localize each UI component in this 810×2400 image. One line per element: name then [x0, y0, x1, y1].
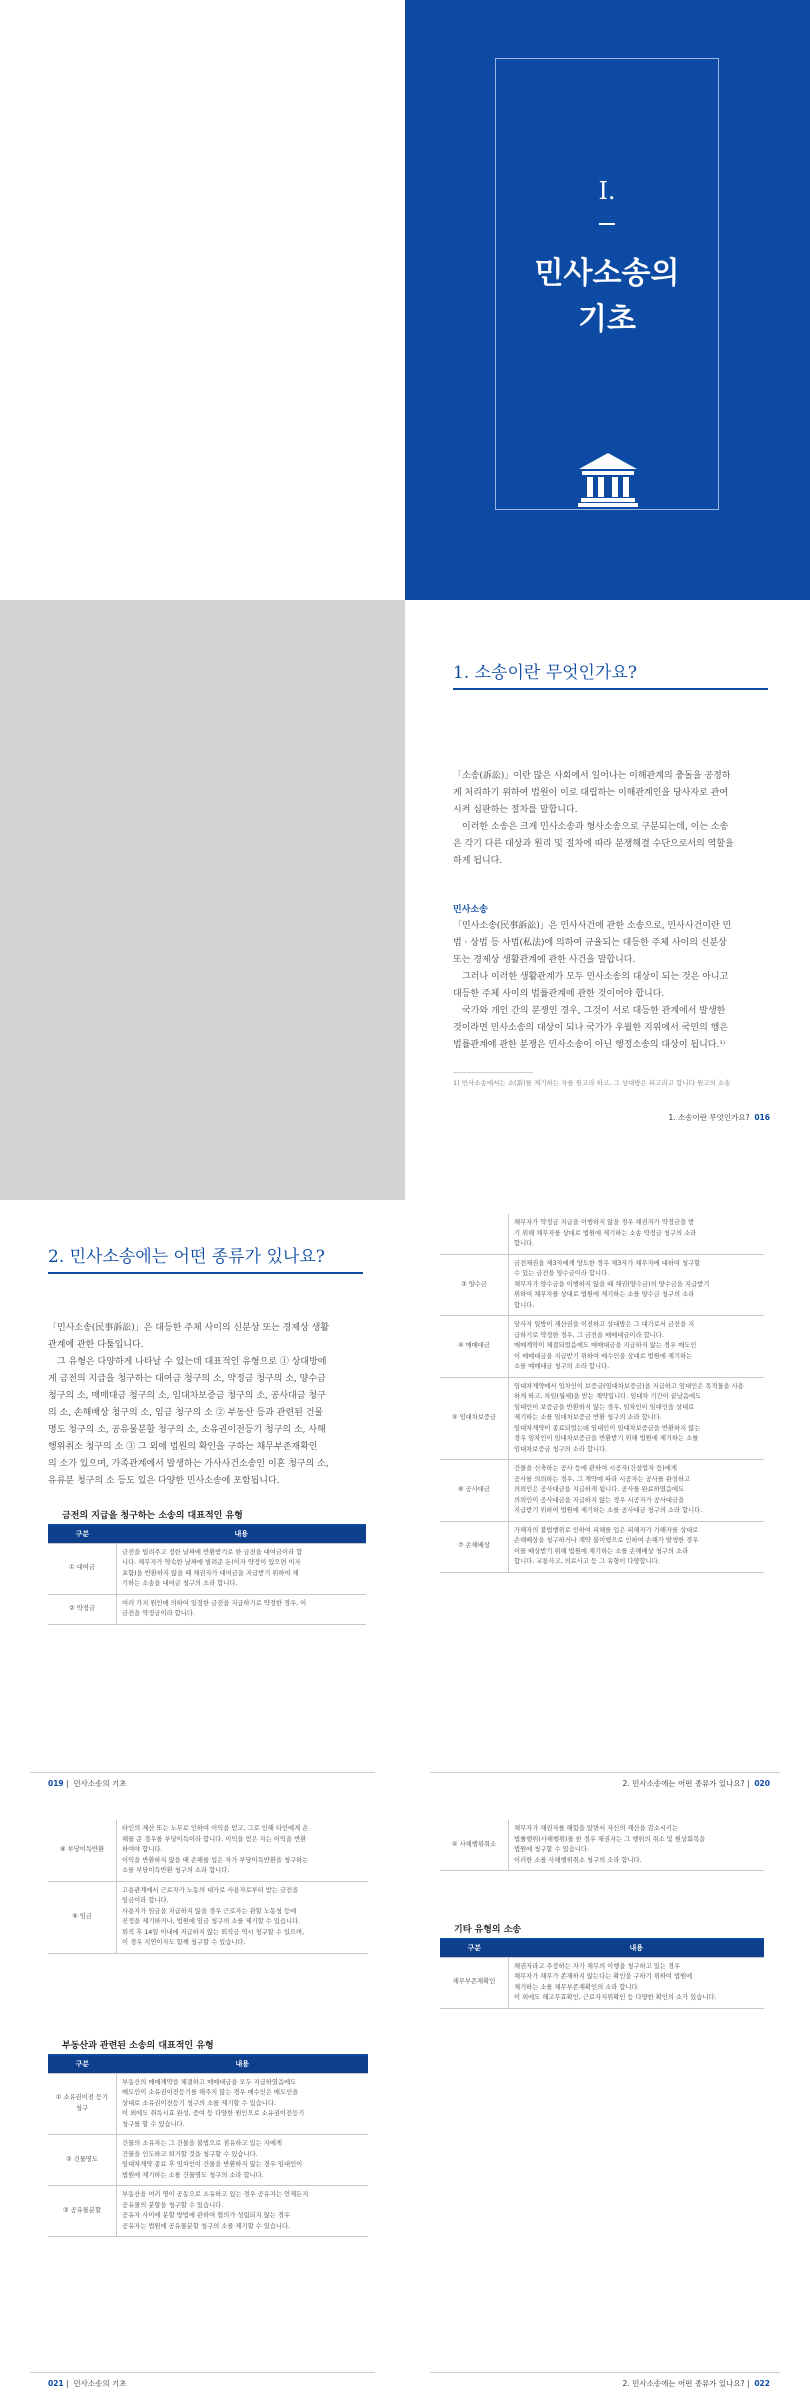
page-number: 020	[754, 1779, 770, 1788]
money-claim-table	[48, 1526, 366, 1625]
table-row	[440, 1377, 764, 1460]
text-line: 명도 청구의 소, 공유물분할 청구의 소, 소유권이전등기 청구의 소, 사해	[48, 1425, 326, 1435]
text-line: 법률관계에 관한 분쟁은 민사소송이 아닌 행정소송의 대상이 됩니다.¹⁾	[453, 1040, 726, 1050]
text-line: 시켜 심판하는 절차를 말합니다.	[453, 805, 578, 815]
text-line: 청구의 소, 매매대금 청구의 소, 임대차보증금 청구의 소, 공사대금 청구	[48, 1391, 326, 1401]
page-footer-left: 019 | 민사소송의 기초	[48, 1779, 127, 1788]
other-types-table	[440, 1940, 764, 2009]
blank-left-page	[0, 600, 405, 1200]
text-line: 의 소, 손해배상 청구의 소, 임금 청구의 소 ② 부동산 등과 관련된 건물	[48, 1408, 324, 1418]
real-estate-table	[48, 2056, 368, 2237]
col-header-category: 구분	[48, 2056, 117, 2073]
row-value: 타인의 재산 또는 노무로 인하여 이익을 얻고, 그로 인해 타인에게 손 해를 준 경우를 부당이득이라 합니다. 이익을 얻은 자는 이익을 반환 하여야 합니다. 이익을 반환하지 않을 때 손해를 입은 자가 부당이득반환을 청구하는 소를 부당이득반환 청구의 소라 합니다.	[117, 1820, 369, 1881]
chapter-cover-spread	[0, 0, 810, 600]
row-value: 채권자라고 주장하는 자가 채무의 이행을 청구하고 있는 경우 채무자가 채무가 존재하지 않는다는 확인을 구하기 위하여 법원에 제기하는 소를 채무부존재확인의 소라 합니다. 이 외에도 해고무효확인, 근로자지위확인 등 다양한 확인의 소가 있습니다.	[509, 1957, 765, 2008]
footer-rule	[30, 1772, 375, 1773]
text-line: 행위취소 청구의 소 ③ 그 외에 법원의 확인을 구하는 채무부존재확인	[48, 1442, 318, 1452]
row-value: 여러 가지 원인에 의하여 일정한 금전을 지급하기로 약정한 경우, 이 금전을 약정금이라 합니다.	[117, 1594, 367, 1624]
page-footer-right: 2. 민사소송에는 어떤 종류가 있나요? | 022	[622, 2379, 770, 2388]
footnote: 1) 민사소송에서는 소(訴)를 제기하는 자를 원고라 하고, 그 상대방은 피고라고 합니다 원고의 소송	[453, 1079, 731, 1087]
row-value: 건물의 소유자는 그 건물을 불법으로 점유하고 있는 자에게 건물을 인도하고 퇴거할 것을 청구할 수 있습니다. 임대차계약 종료 후 임차인이 건물을 반환하지 않는 경우 임대인이 법원에 제기하는 소를 건물명도 청구의 소라 합니다.	[117, 2135, 369, 2186]
footer-rule	[430, 1772, 780, 1773]
sub-heading-civil-suit: 민사소송	[453, 905, 488, 915]
table-title-real-estate: 부동산과 관련된 소송의 대표적인 유형	[62, 2041, 214, 2051]
chapter-title-line1: 민사소송의	[534, 256, 680, 291]
chapter-frame	[495, 58, 719, 510]
row-value: 채무자가 약정금 지급을 이행하지 않을 경우 채권자가 약정금을 받 기 위해 채무자를 상대로 법원에 제기하는 소송 약정금 청구의 소라 합니다.	[509, 1214, 765, 1254]
row-value: 금전을 빌려주고 정한 날짜에 반환받기로 한 금전을 대여금이라 합 니다. 채무자가 약속한 날짜에 빌려준 돈(이자 약정이 있으면 이자 포함)을 반환하지 않을 때 채권자가 대여금을 지급받기 위하여 제 기하는 소송을 대여금 청구의 소라 합니다.	[117, 1543, 367, 1594]
text-line: 또는 경제상 생활관계에 관한 사건을 말합니다.	[453, 955, 636, 965]
row-value: 고용관계에서 근로자가 노동의 대가로 사용자로부터 받는 금전을 임금이라 합니다. 사용자가 임금을 지급하지 않을 경우 근로자는 관할 노동청 등에 진정을 제기하거나, 법원에 임금 청구의 소를 제기할 수 있습니다. 퇴직 후 14일 이내에 지급하지 않는 퇴직금 역시 청구할 수 있으며, 이 경우 지연이자도 함께 청구할 수 있습니다.	[117, 1881, 369, 1953]
page-number: 019	[48, 1779, 64, 1788]
row-value: 가해자의 불법행위로 인하여 피해를 입은 피해자가 가해자를 상대로 손해배상을 청구하거나 계약 불이행으로 인하여 손해가 발생한 경우 이를 배상받기 위해 법원에 제기하는 소를 손해배상 청구의 소라 합니다. 교통사고, 의료사고 등 그 유형이 다양합니다.	[509, 1521, 765, 1572]
row-value: 금전채권을 제3자에게 양도한 경우 제3자가 채무자에 대하여 청구할 수 있는 금전을 양수금이라 합니다. 채무자가 양수금을 이행하지 않을 때 채권(양수금)의 양수금을 지급받기 위하여 채무자를 상대로 법원에 제기하는 소를 양수금 청구의 소라 합니다.	[509, 1254, 765, 1316]
spread-019-020	[0, 1200, 810, 1800]
row-key: ③ 양수금	[440, 1254, 509, 1316]
footer-label: 2. 민사소송에는 어떤 종류가 있나요?	[622, 1779, 745, 1788]
chapter-cover-panel	[405, 0, 810, 600]
text-line: 「소송(訴訟)」이란 많은 사회에서 일어나는 이해관계의 충돌을 공정하	[453, 771, 731, 781]
row-key: ⑨ 임금	[48, 1881, 117, 1953]
text-line: 법 · 상법 등 사법(私法)에 의하여 규율되는 대등한 주체 사이의 신분상	[453, 938, 727, 948]
text-line: 그 유형은 다양하게 나타날 수 있는데 대표적인 유형으로 ① 상대방에	[57, 1357, 327, 1367]
chapter-title	[496, 251, 718, 343]
text-line: 관계에 관한 다툼입니다.	[48, 1340, 144, 1350]
text-line: 「민사소송(民事訴訟)」은 대등한 주체 사이의 신분상 또는 경제상 생활	[48, 1323, 330, 1333]
heading-underline	[48, 1272, 363, 1274]
page-number: 022	[754, 2379, 770, 2388]
page-016	[405, 600, 810, 1200]
row-value: 임대차계약에서 임차인이 보증금(임대차보증금)을 지급하고 임대인은 목적물을 사용 하게 하고, 차임(월세)을 받는 계약입니다. 임대차 기간이 끝났음에도 임대인이 보증금을 반환하지 않는 경우, 임차인이 임대인을 상대로 제기하는 소를 임대차보증금 반환 청구의 소라 합니다. 임대차계약이 종료되었는데 임대인이 임대차보증금을 반환하지 않는 경우 임차인이 임대차보증금을 반환받기 위해 법원에 제기하는 소를 임대차보증금 청구의 소라 합니다.	[509, 1377, 765, 1460]
table-row	[440, 1460, 764, 1522]
footer-rule	[30, 2372, 375, 2373]
table-row	[48, 2186, 368, 2237]
page-number: 016	[754, 1113, 770, 1122]
row-key	[440, 1214, 509, 1254]
row-key: ④ 매매대금	[440, 1316, 509, 1378]
row-key: ④ 사해행위취소	[440, 1820, 509, 1871]
table-title-money: 금전의 지급을 청구하는 소송의 대표적인 유형	[62, 1511, 243, 1521]
row-key: ③ 공유물분할	[48, 2186, 117, 2237]
table-row	[440, 1316, 764, 1378]
table-row	[48, 1820, 368, 1881]
spread-021-022	[0, 1800, 810, 2400]
col-header-content: 내용	[117, 1526, 367, 1543]
section-heading-2: 2. 민사소송에는 어떤 종류가 있나요?	[48, 1247, 325, 1267]
page-footer-left: 021 | 민사소송의 기초	[48, 2379, 127, 2388]
footnote-rule	[453, 1072, 533, 1073]
table-row	[48, 1881, 368, 1953]
text-line: 이러한 소송은 크게 민사소송과 형사소송으로 구분되는데, 이는 소송	[462, 822, 729, 832]
row-key: 채무부존재확인	[440, 1957, 509, 2008]
row-key: ⑤ 임대차보증금	[440, 1377, 509, 1460]
row-value: 건물을 신축하는 공사 등에 관하여 시공자(건설업자 등)에게 공사를 의뢰하는 경우, 그 계약에 따라 시공자는 공사를 완성하고 의뢰인은 공사대금을 지급하게 됩니다. 공사를 완료하였음에도 의뢰인이 공사대금을 지급하지 않는 경우 시공자가 공사대금을 지급받기 위하여 법원에 제기하는 소를 공사대금 청구의 소라 합니다.	[509, 1460, 765, 1522]
chapter-title-line2: 기초	[578, 302, 636, 337]
table-row	[440, 1957, 764, 2008]
money-claim-table-continued-2	[48, 1820, 368, 1954]
table-row	[440, 1521, 764, 1572]
text-line: 의 소가 있으며, 가족관계에서 발생하는 가사사건소송인 이혼 청구의 소,	[48, 1459, 329, 1469]
table-row	[48, 2073, 368, 2135]
row-key: ⑦ 손해배상	[440, 1521, 509, 1572]
civil-suit-paragraph	[453, 918, 773, 1054]
col-header-content: 내용	[509, 1940, 765, 1957]
row-key: ⑧ 부당이득반환	[48, 1820, 117, 1881]
page-footer-right: 2. 민사소송에는 어떤 종류가 있나요? | 020	[622, 1779, 770, 1788]
table-row	[440, 1820, 764, 1871]
row-value: 채무자가 채권자를 해함을 알면서 자신의 재산을 감소시키는 법률행위(사해행위)를 한 경우 채권자는 그 행위의 취소 및 원상회복을 법원에 청구할 수 있습니다. 이러한 소를 사해행위취소 청구의 소라 합니다.	[509, 1820, 765, 1871]
chapter-number: I.	[598, 177, 616, 205]
section-heading-1: 1. 소송이란 무엇인가요?	[453, 663, 637, 683]
footer-rule	[430, 2372, 780, 2373]
page-number: 021	[48, 2379, 64, 2388]
row-value: 당사자 일방이 재산권을 이전하고 상대방은 그 대가로서 금전을 지 급하기로 약정한 경우, 그 금전을 매매대금이라 합니다. 매매계약이 체결되었음에도 매매대금을 지급하지 않는 경우 매도인 이 매매대금을 지급받기 위하여 매수인을 상대로 법원에 제기하는 소를 매매대금 청구의 소라 합니다.	[509, 1316, 765, 1378]
footer-label: 2. 민사소송에는 어떤 종류가 있나요?	[622, 2379, 745, 2388]
table-title-other: 기타 유형의 소송	[454, 1925, 522, 1935]
page-footer	[668, 1112, 770, 1123]
footer-label: 민사소송의 기초	[73, 1779, 127, 1788]
table-row	[440, 1214, 764, 1254]
text-line: 게 금전의 지급을 청구하는 대여금 청구의 소, 약정금 청구의 소, 양수금	[48, 1374, 326, 1384]
chapter-divider	[599, 223, 615, 225]
text-line: 하게 됩니다.	[453, 856, 503, 866]
money-claim-table-continued	[440, 1214, 764, 1573]
table-row	[48, 2135, 368, 2186]
col-header-content: 내용	[117, 2056, 369, 2073]
row-key: ① 대여금	[48, 1543, 117, 1594]
col-header-category: 구분	[48, 1526, 117, 1543]
text-line: 것이라면 민사소송의 대상이 되나 국가가 우월한 지위에서 국민의 행은	[453, 1023, 729, 1033]
col-header-category: 구분	[440, 1940, 509, 1957]
text-line: 대등한 주체 사이의 법률관계에 관한 것이어야 합니다.	[453, 989, 665, 999]
text-line: 유류분 청구의 소 등도 있은 다양한 민사소송에 포함됩니다.	[48, 1476, 280, 1486]
footer-label: 민사소송의 기초	[73, 2379, 127, 2388]
row-key: ⑥ 공사대금	[440, 1460, 509, 1522]
types-paragraph	[48, 1320, 370, 1490]
text-line: 게 처리하기 위하여 법원이 이로 대립하는 이해관계인을 당사자로 관여	[453, 788, 729, 798]
text-line: 그러나 이러한 생활관계가 모두 민사소송의 대상이 되는 것은 아니고	[462, 972, 729, 982]
row-key: ① 소유권이전 등기 청구	[48, 2073, 117, 2135]
row-key: ② 건물명도	[48, 2135, 117, 2186]
real-estate-table-continued	[440, 1820, 764, 1871]
text-line: 「민사소송(民事訴訟)」은 민사사건에 관한 소송으로, 민사사건이란 민	[453, 921, 732, 931]
table-row	[440, 1254, 764, 1316]
heading-underline	[453, 688, 768, 690]
row-value: 부동산을 여러 명이 공동으로 소유하고 있는 경우 공유자는 언제든지 공유물의 분할을 청구할 수 있습니다. 공유자 사이에 분할 방법에 관하여 협의가 성립되지 않는 경우 공유자는 법원에 공유물분할 청구의 소를 제기할 수 있습니다.	[117, 2186, 369, 2237]
text-line: 은 각기 다른 대상과 원리 및 절차에 따라 분쟁해결 수단으로서의 역할을	[453, 839, 734, 849]
courthouse-icon	[577, 451, 639, 507]
intro-paragraph	[453, 768, 773, 870]
row-key: ② 약정금	[48, 1594, 117, 1624]
text-line: 국가와 개인 간의 분쟁인 경우, 그것이 서로 대등한 관계에서 발생한	[462, 1006, 726, 1016]
footer-label: 1. 소송이란 무엇인가요?	[668, 1113, 750, 1122]
table-row	[48, 1594, 366, 1624]
row-value: 부동산의 매매계약을 체결하고 매매대금을 모두 지급하였음에도 매도인이 소유권이전등기를 해주지 않는 경우 매수인은 매도인을 상대로 소유권이전등기 청구의 소를 제기할 수 있습니다. 이 외에도 취득시효 완성, 증여 등 다양한 원인으로 소유권이전등기 청구를 할 수 있습니다.	[117, 2073, 369, 2135]
table-row	[48, 1543, 366, 1594]
